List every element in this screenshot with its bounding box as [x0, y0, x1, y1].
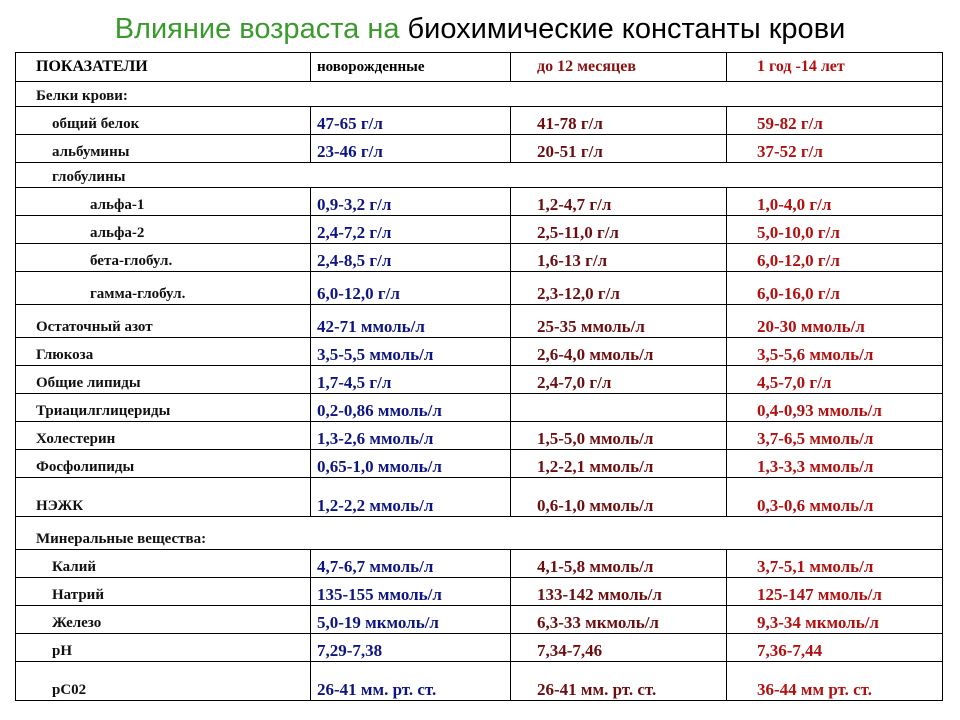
value-newborn: 1,7-4,5 г/л: [311, 366, 511, 394]
row-label: Железо: [16, 606, 311, 634]
row-label: Общие липиды: [16, 366, 311, 394]
section-label: Минеральные вещества:: [16, 517, 943, 550]
table-header-row: [16, 53, 943, 82]
table-row: [16, 478, 943, 517]
value-to-12-months: 7,34-7,46: [511, 634, 727, 662]
value-newborn: 42-71 ммоль/л: [311, 305, 511, 338]
value-newborn: 47-65 г/л: [311, 107, 511, 135]
value-newborn: 0,2-0,86 ммоль/л: [311, 394, 511, 422]
value-to-12-months: 26-41 мм. рт. ст.: [511, 662, 727, 701]
header-to-12-months: до 12 месяцев: [511, 53, 727, 82]
title-part-green: Влияние возраста на: [114, 13, 408, 45]
table-row: [16, 634, 943, 662]
table-row: [16, 606, 943, 634]
value-1-to-14-years: 6,0-12,0 г/л: [727, 244, 943, 272]
row-label: Триацилглицериды: [16, 394, 311, 422]
table-row: [16, 305, 943, 338]
header-newborn: новорожденные: [311, 53, 511, 82]
value-newborn: 2,4-7,2 г/л: [311, 216, 511, 244]
value-newborn: 5,0-19 мкмоль/л: [311, 606, 511, 634]
value-1-to-14-years: 1,0-4,0 г/л: [727, 188, 943, 216]
value-to-12-months: 133-142 ммоль/л: [511, 578, 727, 606]
table-row: [16, 366, 943, 394]
value-1-to-14-years: 0,4-0,93 ммоль/л: [727, 394, 943, 422]
value-newborn: 4,7-6,7 ммоль/л: [311, 550, 511, 578]
value-newborn: 1,2-2,2 ммоль/л: [311, 478, 511, 517]
value-to-12-months: 2,5-11,0 г/л: [511, 216, 727, 244]
table-row: [16, 188, 943, 216]
row-label: Фосфолипиды: [16, 450, 311, 478]
section-row: [16, 163, 943, 188]
section-label: Белки крови:: [16, 82, 943, 107]
row-label: Остаточный азот: [16, 305, 311, 338]
title-part-black: биохимические константы крови: [407, 13, 846, 45]
value-1-to-14-years: 7,36-7,44: [727, 634, 943, 662]
header-1-to-14-years: 1 год -14 лет: [727, 53, 943, 82]
value-newborn: 23-46 г/л: [311, 135, 511, 163]
value-to-12-months: 1,6-13 г/л: [511, 244, 727, 272]
value-to-12-months: 0,6-1,0 ммоль/л: [511, 478, 727, 517]
row-label: альбумины: [16, 135, 311, 163]
table-row: [16, 272, 943, 305]
value-newborn: 7,29-7,38: [311, 634, 511, 662]
value-1-to-14-years: 37-52 г/л: [727, 135, 943, 163]
row-label: pH: [16, 634, 311, 662]
table-row: [16, 107, 943, 135]
row-label: Калий: [16, 550, 311, 578]
value-1-to-14-years: 1,3-3,3 ммоль/л: [727, 450, 943, 478]
table-row: [16, 450, 943, 478]
value-newborn: 2,4-8,5 г/л: [311, 244, 511, 272]
value-to-12-months: 4,1-5,8 ммоль/л: [511, 550, 727, 578]
value-1-to-14-years: 4,5-7,0 г/л: [727, 366, 943, 394]
table-row: [16, 422, 943, 450]
value-to-12-months: 6,3-33 мкмоль/л: [511, 606, 727, 634]
section-row: [16, 82, 943, 107]
row-label: НЭЖК: [16, 478, 311, 517]
value-1-to-14-years: 5,0-10,0 г/л: [727, 216, 943, 244]
section-label: глобулины: [16, 163, 943, 188]
table-row: [16, 244, 943, 272]
row-label: pC02: [16, 662, 311, 701]
table-row: [16, 662, 943, 701]
value-to-12-months: 1,2-2,1 ммоль/л: [511, 450, 727, 478]
value-to-12-months: [511, 394, 727, 422]
row-label: бета-глобул.: [16, 244, 311, 272]
value-newborn: 26-41 мм. рт. ст.: [311, 662, 511, 701]
value-1-to-14-years: 6,0-16,0 г/л: [727, 272, 943, 305]
value-to-12-months: 1,5-5,0 ммоль/л: [511, 422, 727, 450]
row-label: Натрий: [16, 578, 311, 606]
value-newborn: 135-155 ммоль/л: [311, 578, 511, 606]
value-newborn: 0,9-3,2 г/л: [311, 188, 511, 216]
section-row: [16, 517, 943, 550]
header-indicator: ПОКАЗАТЕЛИ: [16, 53, 311, 82]
value-newborn: 0,65-1,0 ммоль/л: [311, 450, 511, 478]
biochemistry-table: [15, 52, 943, 701]
value-1-to-14-years: 36-44 мм рт. ст.: [727, 662, 943, 701]
table-body: [16, 53, 943, 701]
table-row: [16, 135, 943, 163]
value-1-to-14-years: 3,7-6,5 ммоль/л: [727, 422, 943, 450]
value-1-to-14-years: 125-147 ммоль/л: [727, 578, 943, 606]
row-label: альфа-1: [16, 188, 311, 216]
value-1-to-14-years: 0,3-0,6 ммоль/л: [727, 478, 943, 517]
value-to-12-months: 2,3-12,0 г/л: [511, 272, 727, 305]
page-title: [0, 12, 960, 46]
row-label: Холестерин: [16, 422, 311, 450]
value-1-to-14-years: 20-30 ммоль/л: [727, 305, 943, 338]
row-label: гамма-глобул.: [16, 272, 311, 305]
value-newborn: 1,3-2,6 ммоль/л: [311, 422, 511, 450]
value-newborn: 3,5-5,5 ммоль/л: [311, 338, 511, 366]
value-to-12-months: 20-51 г/л: [511, 135, 727, 163]
value-1-to-14-years: 9,3-34 мкмоль/л: [727, 606, 943, 634]
value-1-to-14-years: 59-82 г/л: [727, 107, 943, 135]
table-row: [16, 578, 943, 606]
table-row: [16, 394, 943, 422]
value-1-to-14-years: 3,7-5,1 ммоль/л: [727, 550, 943, 578]
value-to-12-months: 1,2-4,7 г/л: [511, 188, 727, 216]
table-row: [16, 550, 943, 578]
value-to-12-months: 41-78 г/л: [511, 107, 727, 135]
table-row: [16, 216, 943, 244]
value-1-to-14-years: 3,5-5,6 ммоль/л: [727, 338, 943, 366]
row-label: альфа-2: [16, 216, 311, 244]
table-row: [16, 338, 943, 366]
value-newborn: 6,0-12,0 г/л: [311, 272, 511, 305]
row-label: Глюкоза: [16, 338, 311, 366]
value-to-12-months: 25-35 ммоль/л: [511, 305, 727, 338]
value-to-12-months: 2,4-7,0 г/л: [511, 366, 727, 394]
value-to-12-months: 2,6-4,0 ммоль/л: [511, 338, 727, 366]
row-label: общий белок: [16, 107, 311, 135]
